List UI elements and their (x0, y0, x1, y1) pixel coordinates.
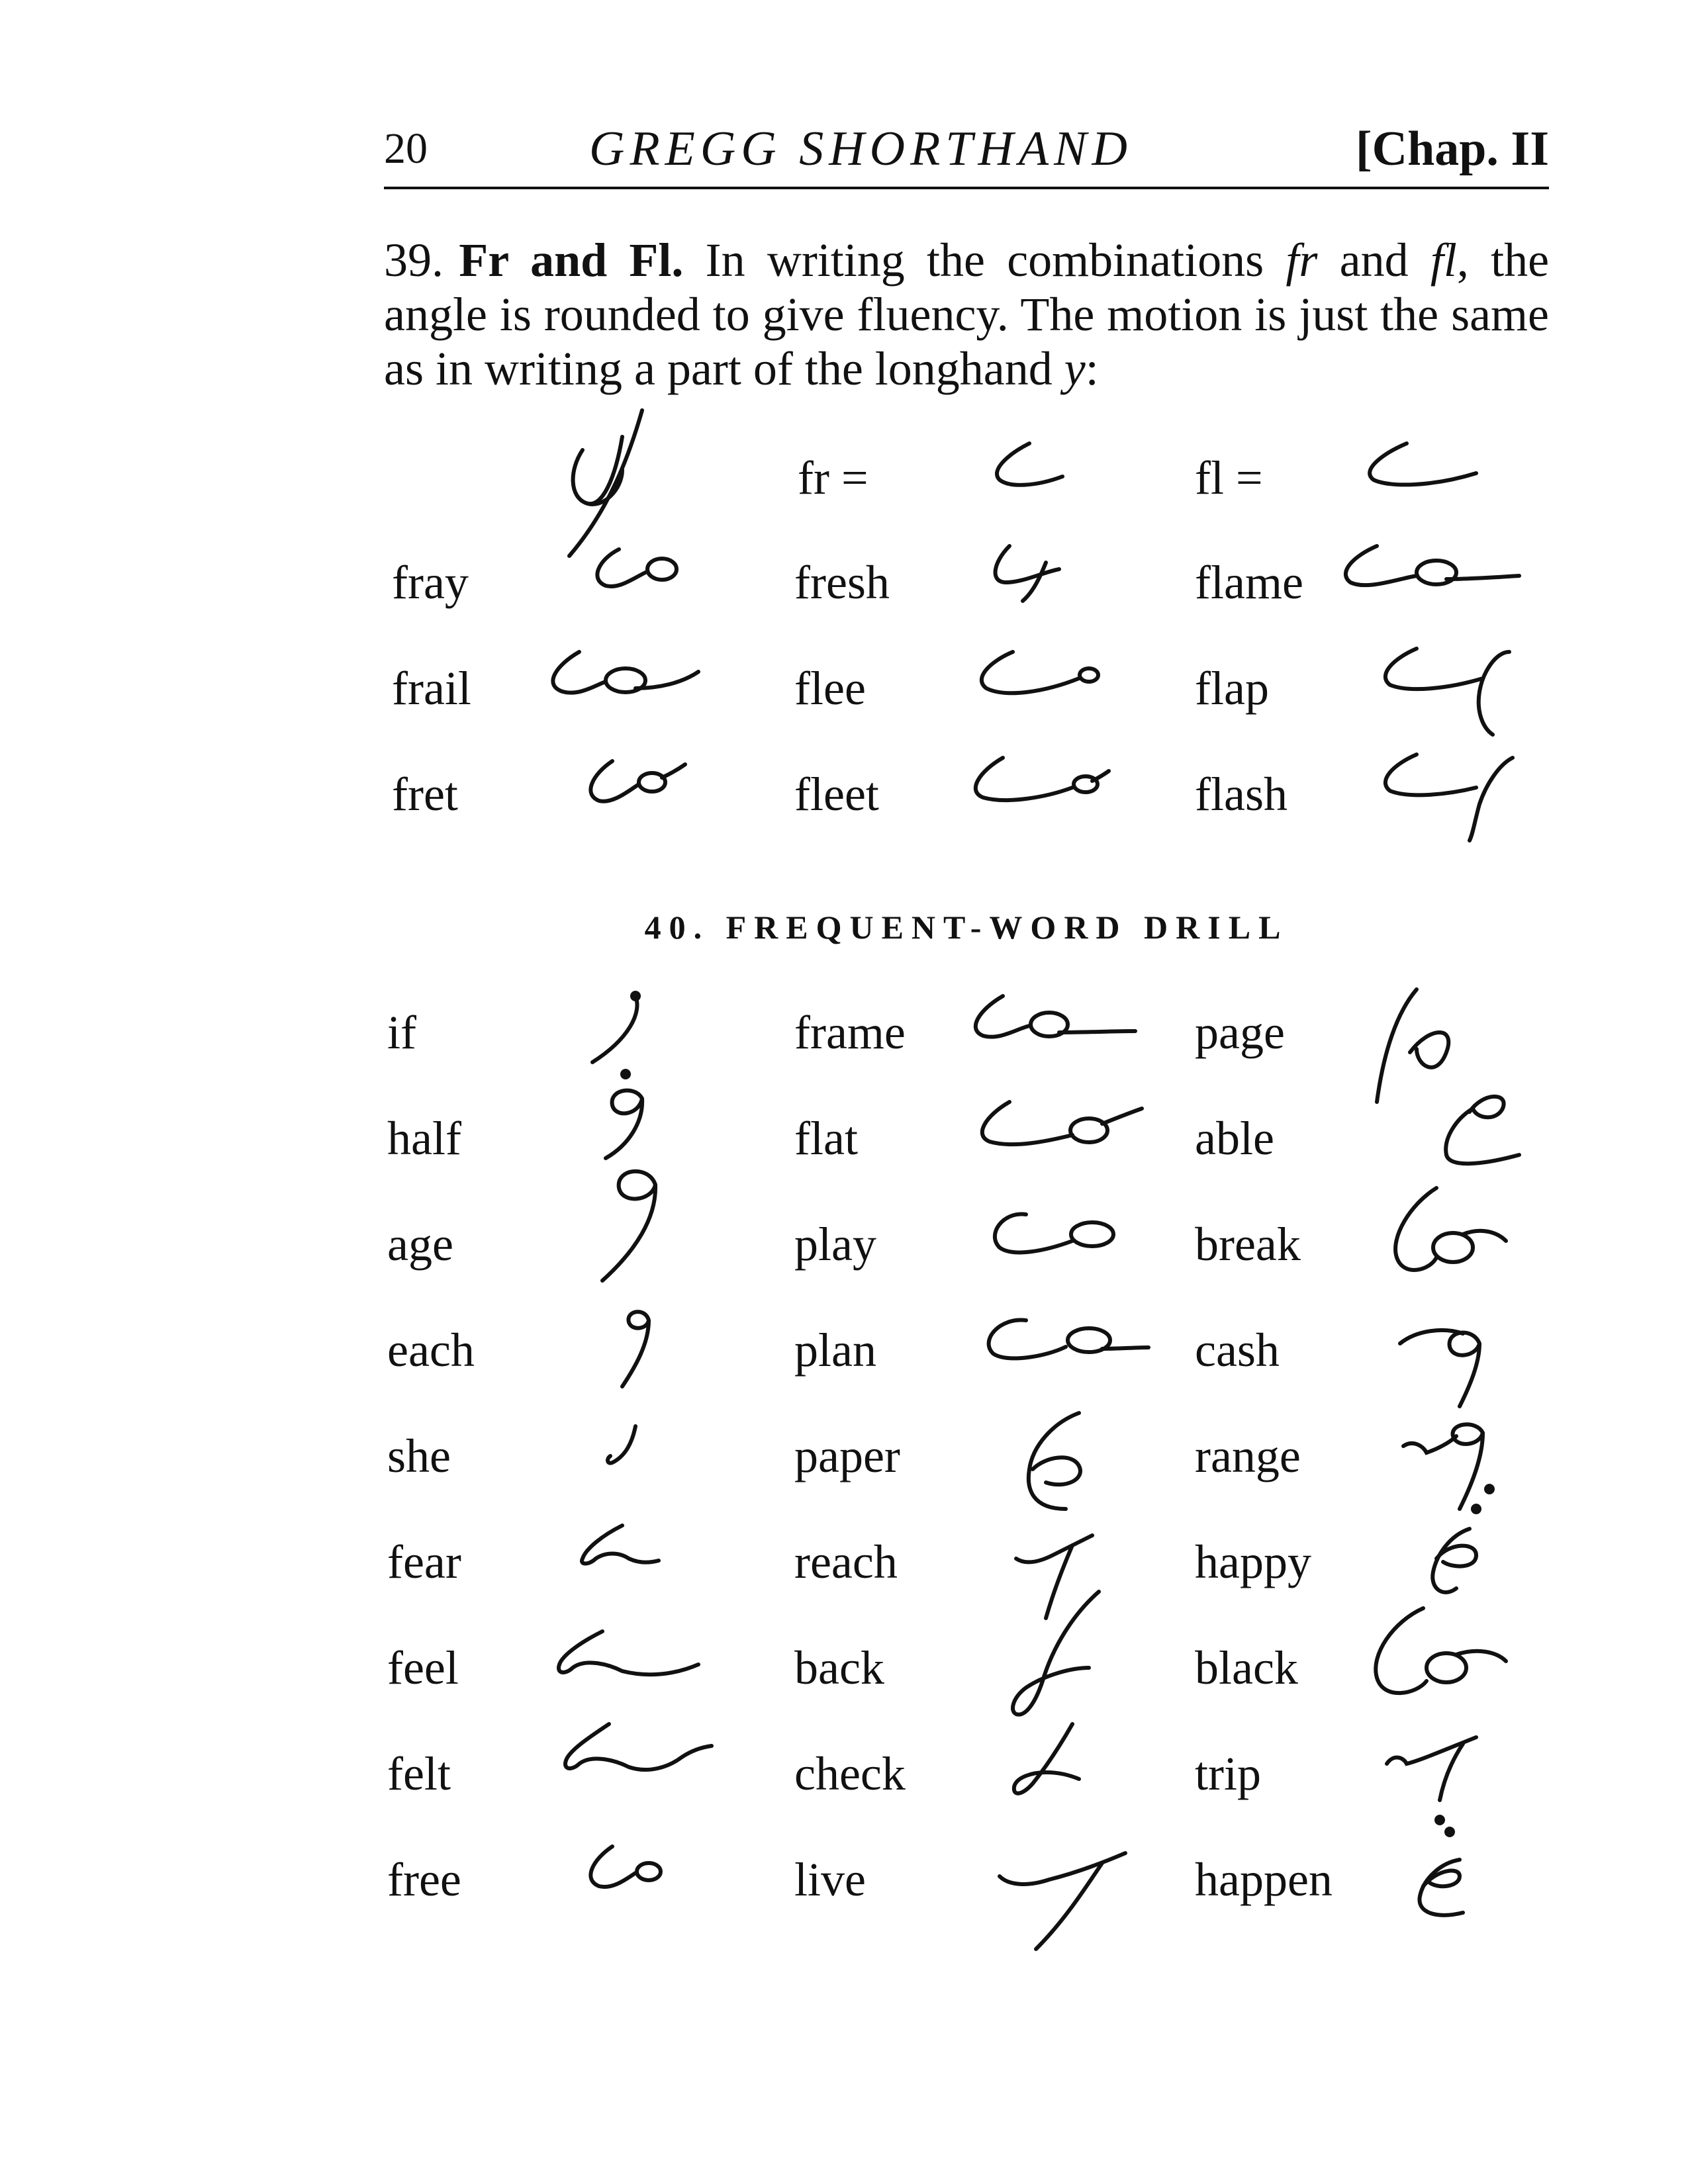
happen-outline (1403, 1827, 1476, 1926)
section-number: 39. (384, 234, 444, 287)
fret-outline (583, 754, 688, 814)
happy-outline (1403, 1502, 1496, 1602)
running-title: GREGG SHORTHAND (589, 122, 1133, 176)
page-number: 20 (384, 124, 428, 173)
she-outline (602, 1423, 642, 1469)
word-fray: fray (392, 556, 469, 609)
word-play: play (794, 1218, 876, 1271)
word-frame: frame (794, 1006, 906, 1059)
para-text: : (1085, 342, 1099, 395)
italic-y: y (1064, 342, 1086, 395)
flap-outline (1377, 645, 1523, 738)
flame-outline (1337, 543, 1523, 596)
word-she: she (387, 1430, 451, 1482)
word-frail: frail (392, 662, 471, 715)
able-outline (1410, 1079, 1523, 1171)
section-heading: Fr and Fl. (459, 234, 684, 287)
word-each: each (387, 1324, 475, 1377)
word-if: if (387, 1006, 416, 1059)
fresh-outline (986, 543, 1072, 602)
word-flap: flap (1195, 662, 1269, 715)
word-happy: happy (1195, 1535, 1311, 1588)
word-feel: feel (387, 1641, 459, 1694)
word-flash: flash (1195, 768, 1288, 821)
each-outline (609, 1304, 655, 1390)
chapter-label: [Chap. II (1356, 122, 1549, 176)
half-outline (596, 1069, 655, 1161)
running-header (384, 113, 1549, 185)
word-flat: flat (794, 1112, 858, 1165)
word-break: break (1195, 1218, 1301, 1271)
frame-outline (966, 993, 1139, 1052)
word-flame: flame (1195, 556, 1303, 609)
live-outline (996, 1846, 1129, 1952)
felt-outline (530, 1721, 715, 1794)
fear-outline (569, 1522, 662, 1575)
word-fresh: fresh (794, 556, 890, 609)
if-outline (589, 986, 655, 1066)
word-page: page (1195, 1006, 1285, 1059)
word-cash: cash (1195, 1324, 1280, 1377)
para-text: , the angle is rounded to give fluency. The motion is just the same as in writing a part of the longhand (384, 234, 1550, 395)
italic-fl: fl (1430, 234, 1457, 287)
word-range: range (1195, 1430, 1301, 1482)
word-age: age (387, 1218, 453, 1271)
flash-outline (1377, 751, 1523, 844)
plan-outline (980, 1310, 1152, 1370)
feel-outline (530, 1628, 702, 1694)
word-trip: trip (1195, 1747, 1261, 1800)
longhand-y-shorthand-figure (556, 410, 675, 563)
word-free: free (387, 1853, 461, 1906)
frail-outline (543, 649, 702, 708)
word-plan: plan (794, 1324, 876, 1377)
word-able: able (1195, 1112, 1274, 1165)
age-outline (596, 1158, 662, 1284)
free-outline (583, 1840, 669, 1899)
word-check: check (794, 1747, 906, 1800)
break-outline (1383, 1185, 1509, 1284)
section-39-paragraph (384, 233, 1549, 396)
word-fret: fret (392, 768, 458, 821)
word-paper: paper (794, 1430, 900, 1482)
flat-outline (973, 1099, 1145, 1158)
italic-fr: fr (1286, 234, 1318, 287)
word-half: half (387, 1112, 461, 1165)
word-black: black (1195, 1641, 1298, 1694)
word-flee: flee (794, 662, 866, 715)
word-live: live (794, 1853, 866, 1906)
word-felt: felt (387, 1747, 451, 1800)
word-fear: fear (387, 1535, 461, 1588)
word-back: back (794, 1641, 884, 1694)
cash-outline (1397, 1317, 1496, 1410)
back-outline (1006, 1588, 1105, 1721)
check-outline (1006, 1721, 1086, 1800)
drill-heading: 40. FREQUENT-WORD DRILL (644, 909, 1289, 946)
trip-outline (1383, 1727, 1489, 1827)
fr-equation-label: fr = (798, 451, 868, 504)
word-reach: reach (794, 1535, 898, 1588)
header-rule (384, 187, 1549, 189)
fr-outline (990, 440, 1069, 493)
word-fleet: fleet (794, 768, 879, 821)
para-text: and (1339, 234, 1409, 287)
fray-outline (589, 543, 688, 596)
black-outline (1364, 1602, 1509, 1707)
fleet-outline (966, 754, 1112, 814)
para-text: In writing the combinations (705, 234, 1264, 287)
fl-equation-label: fl = (1195, 451, 1263, 504)
flee-outline (973, 649, 1105, 702)
play-outline (986, 1205, 1132, 1264)
paper-outline (1006, 1410, 1099, 1516)
fl-outline (1360, 440, 1479, 493)
word-happen: happen (1195, 1853, 1333, 1906)
